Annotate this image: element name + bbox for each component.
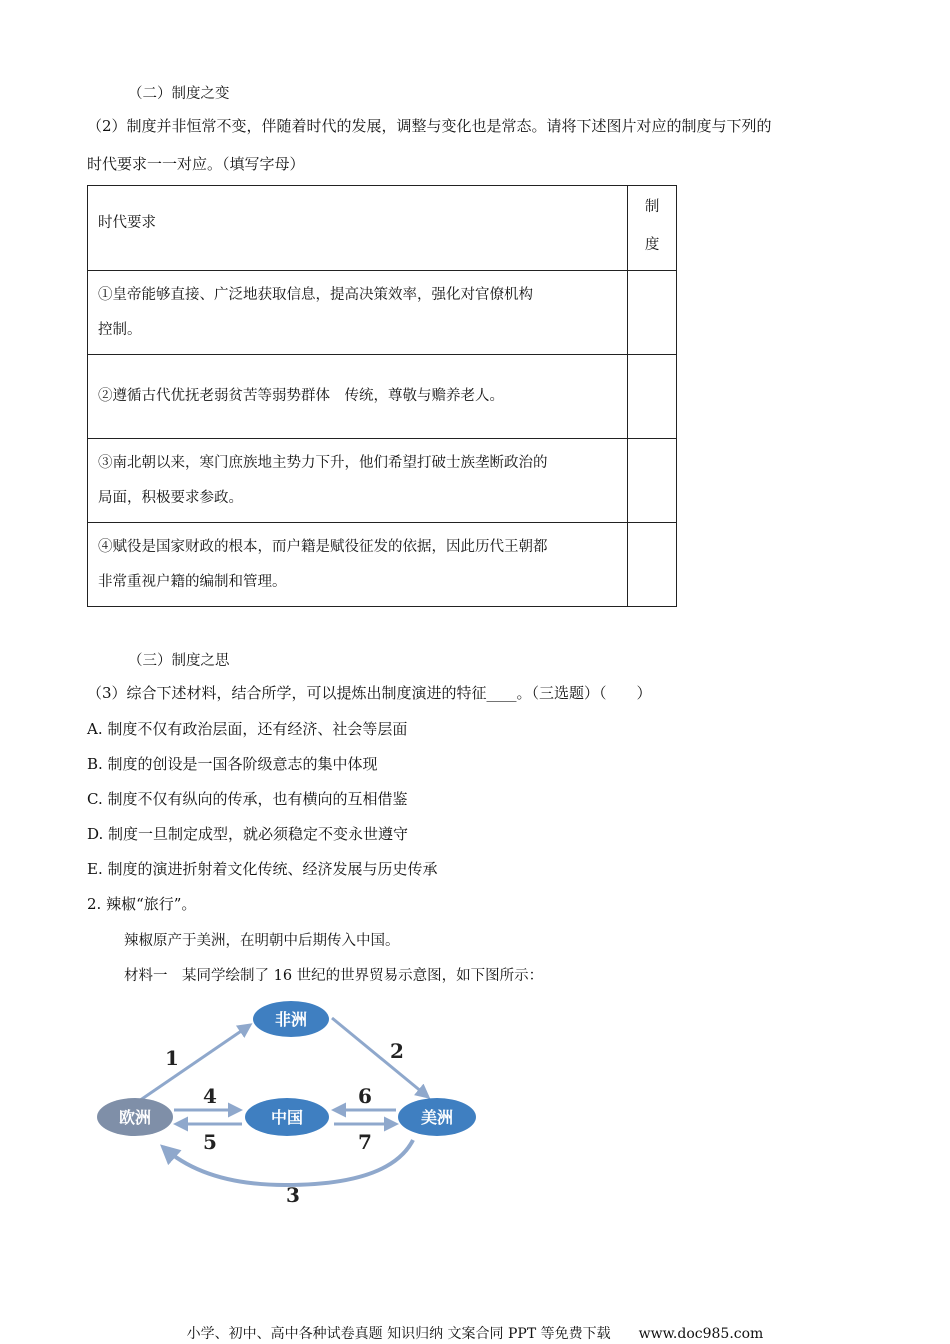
section3-title: （三）制度之思 — [128, 653, 230, 669]
arrow-3 — [163, 1140, 413, 1185]
requirement-line: ①皇帝能够直接、广泛地获取信息，提高决策效率，强化对官僚机构 — [98, 287, 533, 303]
table-row — [88, 439, 677, 523]
arrow-2 — [332, 1018, 428, 1097]
section2-question-line2: 时代要求一一对应。（填写字母） — [87, 155, 305, 173]
page-footer: 小学、初中、高中各种试卷真题 知识归纳 文案合同 PPT 等免费下载 www.doc985.com — [186, 1326, 764, 1342]
requirement-cell — [88, 439, 628, 523]
node-america-label: 美洲 — [420, 1108, 454, 1127]
requirement-line: 控制。 — [98, 322, 142, 338]
section2-title: （二）制度之变 — [128, 86, 230, 102]
option-a: A. 制度不仅有政治层面，还有经济、社会等层面 — [87, 720, 408, 738]
header-requirement — [88, 186, 628, 271]
trade-diagram — [90, 1000, 490, 1215]
option-c: C. 制度不仅有纵向的传承，也有横向的互相借鉴 — [87, 790, 408, 808]
requirement-cell — [88, 271, 628, 355]
table-row — [88, 355, 677, 439]
requirements-table — [87, 185, 677, 607]
requirement-line: ④赋役是国家财政的根本，而户籍是赋役征发的依据，因此历代王朝都 — [98, 539, 548, 555]
node-europe-label: 欧洲 — [118, 1108, 152, 1127]
header-system-char2: 度 — [644, 237, 660, 253]
q2-material1: 材料一 某同学绘制了 16 世纪的世界贸易示意图，如下图所示： — [124, 968, 544, 984]
answer-cell[interactable] — [628, 271, 677, 355]
node-china-label: 中国 — [270, 1108, 304, 1127]
section2-question-line1: （2）制度并非恒常不变，伴随着时代的发展，调整与变化也是常态。请将下述图片对应的制度与下列的 — [87, 117, 772, 135]
option-e: E. 制度的演进折射着文化传统、经济发展与历史传承 — [87, 860, 438, 878]
label-6: 6 — [358, 1084, 372, 1108]
node-africa-label: 非洲 — [274, 1010, 308, 1029]
requirement-line: ③南北朝以来，寒门庶族地主势力下升，他们希望打破士族垄断政治的 — [98, 455, 548, 471]
label-4: 4 — [203, 1084, 217, 1108]
label-1: 1 — [165, 1046, 179, 1070]
answer-cell[interactable] — [628, 355, 677, 439]
label-3: 3 — [286, 1183, 300, 1207]
option-b: B. 制度的创设是一国各阶级意志的集中体现 — [87, 755, 378, 773]
header-system — [628, 186, 677, 271]
requirement-line: ②遵循古代优抚老弱贫苦等弱势群体 传统，尊敬与赡养老人。 — [98, 388, 504, 404]
option-d: D. 制度一旦制定成型，就必须稳定不变永世遵守 — [87, 825, 409, 843]
header-requirement-label: 时代要求 — [98, 215, 156, 231]
label-2: 2 — [390, 1039, 404, 1063]
requirement-line: 非常重视户籍的编制和管理。 — [98, 574, 287, 590]
section3-question: （3）综合下述材料，结合所学，可以提炼出制度演进的特征____。（三选题）（ ） — [87, 684, 652, 702]
table-header-row — [88, 186, 677, 271]
label-7: 7 — [358, 1130, 372, 1154]
answer-cell[interactable] — [628, 523, 677, 607]
table-row — [88, 271, 677, 355]
q2-intro: 辣椒原产于美洲，在明朝中后期传入中国。 — [124, 933, 400, 949]
arrow-1 — [136, 1025, 250, 1103]
label-5: 5 — [203, 1130, 217, 1154]
requirement-cell — [88, 355, 628, 439]
table-row — [88, 523, 677, 607]
header-system-char1: 制 — [644, 199, 660, 215]
answer-cell[interactable] — [628, 439, 677, 523]
requirement-line: 局面，积极要求参政。 — [98, 490, 243, 506]
q2-title: 2. 辣椒“旅行”。 — [87, 895, 197, 913]
requirement-cell — [88, 523, 628, 607]
